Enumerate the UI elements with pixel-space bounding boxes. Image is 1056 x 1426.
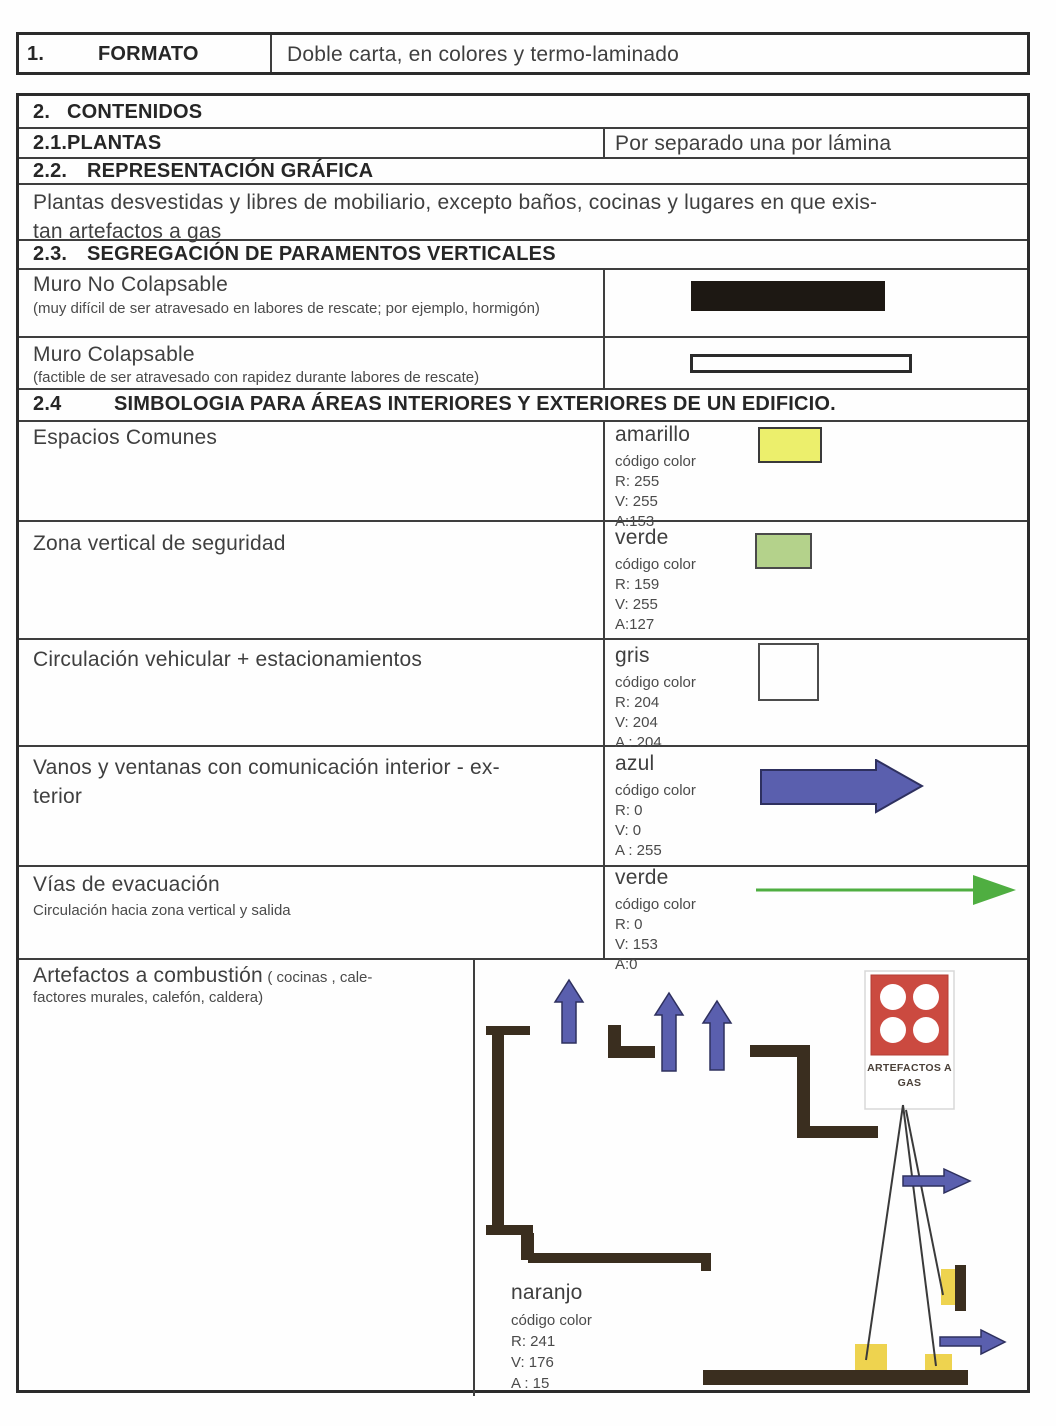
color-code-label: código color [615,674,696,691]
verde-swatch-icon [755,533,812,569]
green-right-arrow-icon [756,873,1018,907]
color-name: naranjo [511,1281,583,1304]
color-name: verde [615,866,669,889]
color-r: R: 0 [615,916,643,933]
wall-segment [608,1046,655,1058]
item-label [33,753,593,811]
formato-value: Doble carta, en colores y termo-laminado [287,43,680,66]
gris-swatch-icon [758,643,819,701]
muro-colapsable-title: Muro Colapsable [33,343,195,366]
row-line [19,336,1027,338]
color-a: A:0 [615,956,638,973]
contenidos-table [16,93,1030,1393]
gas-burners-icon [871,975,948,1055]
up-arrow-icon [703,1001,731,1070]
body-line: Plantas desvestidas y libres de mobiliario, excepto baños, cocinas y lugares en que exis- [33,191,878,214]
color-name: gris [615,644,650,667]
representacion-body [33,188,1023,246]
leader-lines [866,1105,943,1366]
row-line [19,520,1027,522]
color-code-label: código color [615,453,696,470]
color-code-label: código color [615,556,696,573]
section-number: 2.3. [33,243,68,265]
column-divider [603,127,605,157]
color-a: A : 255 [615,842,662,859]
color-code-block [615,752,696,861]
up-arrow-icon [555,980,583,1043]
artefactos-note-line1: ( cocinas , cale- [267,969,373,986]
color-v: V: 0 [615,822,642,839]
muro-no-colapsable-title: Muro No Colapsable [33,273,229,296]
row-line [19,865,1027,867]
item-sublabel: Circulación hacia zona vertical y salida [33,902,291,919]
color-code-block [615,644,696,753]
color-code-label: código color [511,1312,592,1329]
color-code-block [511,1281,592,1394]
color-r: R: 204 [615,694,660,711]
section-title: SIMBOLOGIA PARA ÁREAS INTERIORES Y EXTERIORES DE UN EDIFICIO. [114,393,836,415]
gas-label-line: GAS [897,1077,922,1089]
color-r: R: 159 [615,576,660,593]
artefactos-note-line2: factores murales, calefón, caldera) [33,989,264,1006]
wall-segment [797,1126,878,1138]
section-plantas [33,132,161,155]
gas-appliance-label [865,1061,954,1091]
section-title: REPRESENTACIÓN GRÁFICA [87,160,374,182]
row-line [19,183,1027,185]
row-line [19,638,1027,640]
label-line: Vanos y ventanas con comunicación interior - ex- [33,756,500,779]
wall-segment [703,1370,968,1385]
formato-divider [270,35,272,72]
section-title: SEGREGACIÓN DE PARAMENTOS VERTICALES [87,243,556,265]
section-contenidos [33,101,202,124]
item-label [33,964,463,1008]
wall-segment [797,1045,810,1138]
row-line [19,127,1027,129]
right-arrow-icon [940,1330,1005,1354]
artefactos-title: Artefactos a combustión [33,964,263,987]
plantas-value: Por separado una por lámina [615,132,892,155]
column-divider [603,268,605,388]
label-line: terior [33,785,83,808]
item-label: Espacios Comunes [33,426,218,449]
color-v: V: 204 [615,714,658,731]
section-title: PLANTAS [67,132,162,154]
color-code-block [615,526,696,635]
row-line [19,268,1027,270]
section-title: CONTENIDOS [67,101,203,123]
section-segregacion [33,243,556,266]
color-a: A : 204 [615,734,662,751]
color-a: A:153 [615,513,655,530]
muro-colapsable-symbol-icon [690,354,912,373]
row-line [19,420,1027,422]
color-a: A:127 [615,616,655,633]
wall-segment [701,1261,711,1271]
highlight-mark [855,1344,887,1374]
section-number: 2. [33,101,51,123]
highlight-mark [941,1269,956,1305]
column-divider [603,420,605,958]
color-code-label: código color [615,782,696,799]
color-r: R: 241 [511,1333,556,1350]
section-number: 2.2. [33,160,68,182]
amarillo-swatch-icon [758,427,822,463]
row-line [19,745,1027,747]
row-line [19,388,1027,390]
item-label: Zona vertical de seguridad [33,532,286,555]
muro-colapsable-note: (factible de ser atravesado con rapidez durante labores de rescate) [33,369,480,386]
blue-right-arrow-icon [760,759,924,815]
blue-right-arrows [903,1169,1005,1354]
color-v: V: 255 [615,493,658,510]
row-line [19,157,1027,159]
formato-table [16,32,1030,75]
muro-no-colapsable-symbol-icon [691,281,885,311]
color-name: azul [615,752,655,775]
item-label: Vías de evacuación [33,873,220,896]
wall-segment [955,1265,966,1311]
gas-label-line: ARTEFACTOS A [867,1062,952,1074]
color-name: verde [615,526,669,549]
color-r: R: 255 [615,473,660,490]
formato-number: 1. [27,43,45,65]
item-label: Circulación vehicular + estacionamientos [33,648,423,671]
section-representacion [33,160,373,183]
color-v: V: 153 [615,936,658,953]
wall-segment [528,1253,711,1263]
color-v: V: 176 [511,1354,554,1371]
up-arrow-icon [655,993,683,1071]
color-name: amarillo [615,423,691,446]
color-r: R: 0 [615,802,643,819]
color-code-label: código color [615,896,696,913]
section-simbologia [33,393,836,416]
formato-label: FORMATO [98,43,199,65]
section-number: 2.1. [33,132,68,154]
color-v: V: 255 [615,596,658,613]
muro-no-colapsable-note: (muy difícil de ser atravesado en labores de rescate; por ejemplo, hormigón) [33,300,540,317]
section-number: 2.4 [33,393,62,415]
color-a: A : 15 [511,1375,550,1392]
color-code-block [615,423,696,532]
body-line: tan artefactos a gas [33,220,222,243]
wall-segment [492,1033,504,1235]
